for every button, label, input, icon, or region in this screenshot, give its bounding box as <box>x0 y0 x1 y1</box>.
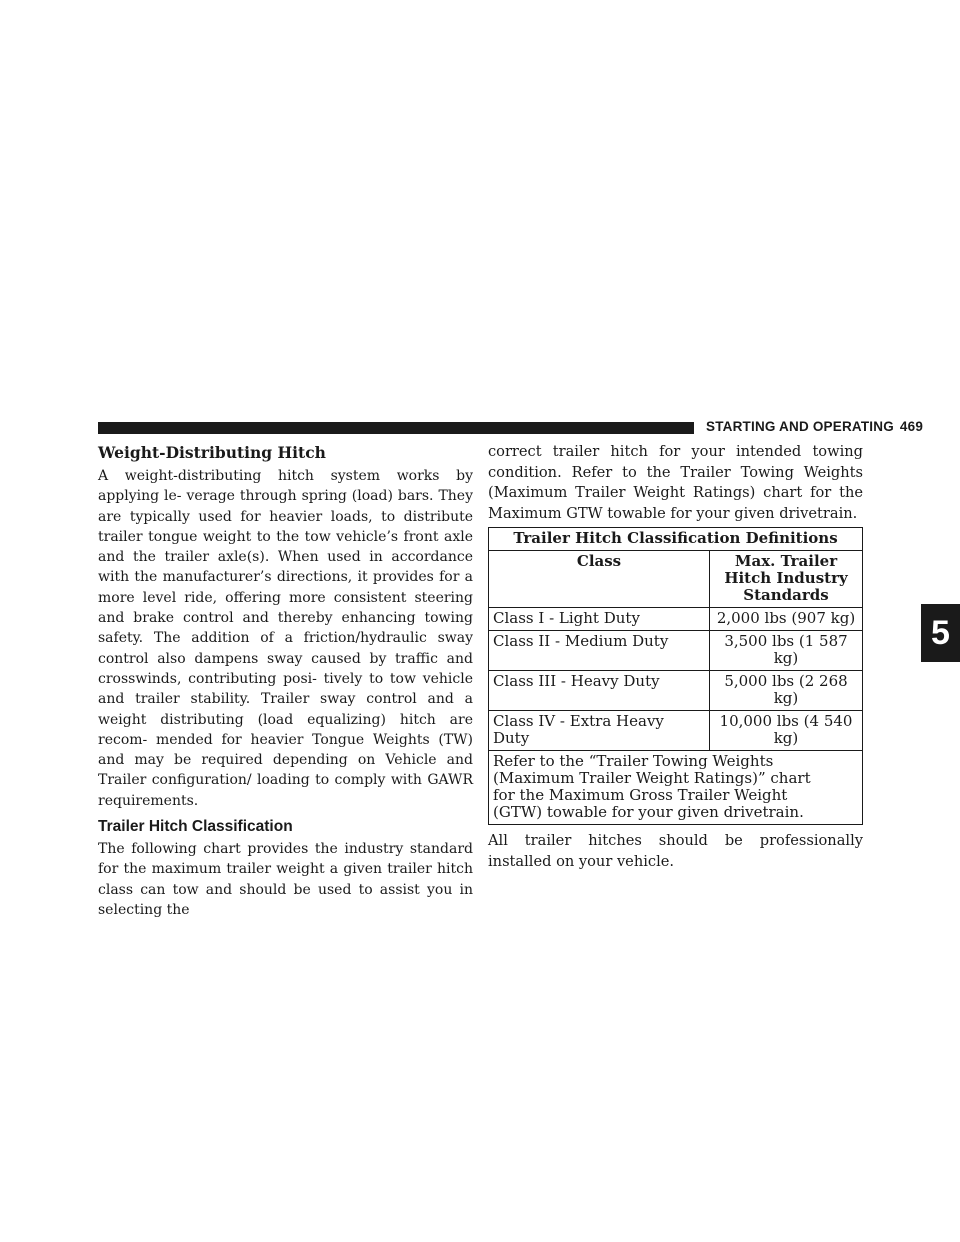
class-cell: Class III - Heavy Duty <box>489 671 710 711</box>
weight-distributing-paragraph: A weight-distributing hitch system works by applying le- verage through spring (load) bars. They are typically used for heavier loads, to distribute trailer tongue weight to the tow vehicle’s front axle and the trailer axle(s). When used in accordance with the manufacturer’s directions, it provides for a more level ride, offering more consistent steering and brake control and thereby enhancing towing safety. The addition of a friction/hydraulic sway control also dampens sway caused by traffic and crosswinds, contributing posi- tively to tow vehicle and trailer stability. Trailer sway control and a weight distributing (load equalizing) hitch are recom- mended for heavier Tongue Weights (TW) and may be required depending on Vehicle and Trailer configuration/ loading to comply with GAWR requirements. <box>98 468 473 809</box>
column-header-class: Class <box>489 551 710 608</box>
table-row <box>489 711 863 751</box>
installation-paragraph: All trailer hitches should be professionally installed on your vehicle. <box>488 832 863 870</box>
table-row <box>489 671 863 711</box>
hitch-classification-table <box>488 527 863 825</box>
max-cell: 5,000 lbs (2 268 kg) <box>710 671 863 711</box>
weight-distributing-heading: Weight-Distributing Hitch <box>98 443 326 462</box>
hitch-classification-paragraph: The following chart provides the industry standard for the maximum trailer weight a given trailer hitch class can tow and should be used to assist you in selecting the <box>98 841 473 918</box>
hitch-classification-heading: Trailer Hitch Classification <box>98 818 293 836</box>
class-cell: Class II - Medium Duty <box>489 631 710 671</box>
continued-paragraph: correct trailer hitch for your intended towing condition. Refer to the Trailer Towing Weights (Maximum Trailer Weight Ratings) chart for the Maximum GTW towable for your given drivetrain. <box>488 443 863 522</box>
table-row <box>489 608 863 631</box>
header-rule <box>98 422 694 434</box>
table-note: Refer to the “Trailer Towing Weights (Maximum Trailer Weight Ratings)” chart for the Maximum Gross Trailer Weight (GTW) towable for your given drivetrain. <box>489 751 863 825</box>
table-caption: Trailer Hitch Classification Definitions <box>489 528 863 551</box>
right-column <box>488 442 863 873</box>
section-title: STARTING AND OPERATING <box>706 419 894 434</box>
class-cell: Class I - Light Duty <box>489 608 710 631</box>
column-header-max: Max. Trailer Hitch Industry Standards <box>710 551 863 608</box>
class-cell: Class IV - Extra Heavy Duty <box>489 711 710 751</box>
table-row <box>489 631 863 671</box>
max-cell: 2,000 lbs (907 kg) <box>710 608 863 631</box>
running-header <box>706 419 924 434</box>
max-cell: 10,000 lbs (4 540 kg) <box>710 711 863 751</box>
page-number: 469 <box>899 419 924 434</box>
max-cell: 3,500 lbs (1 587 kg) <box>710 631 863 671</box>
left-column <box>98 442 473 920</box>
chapter-tab: 5 <box>921 604 960 662</box>
